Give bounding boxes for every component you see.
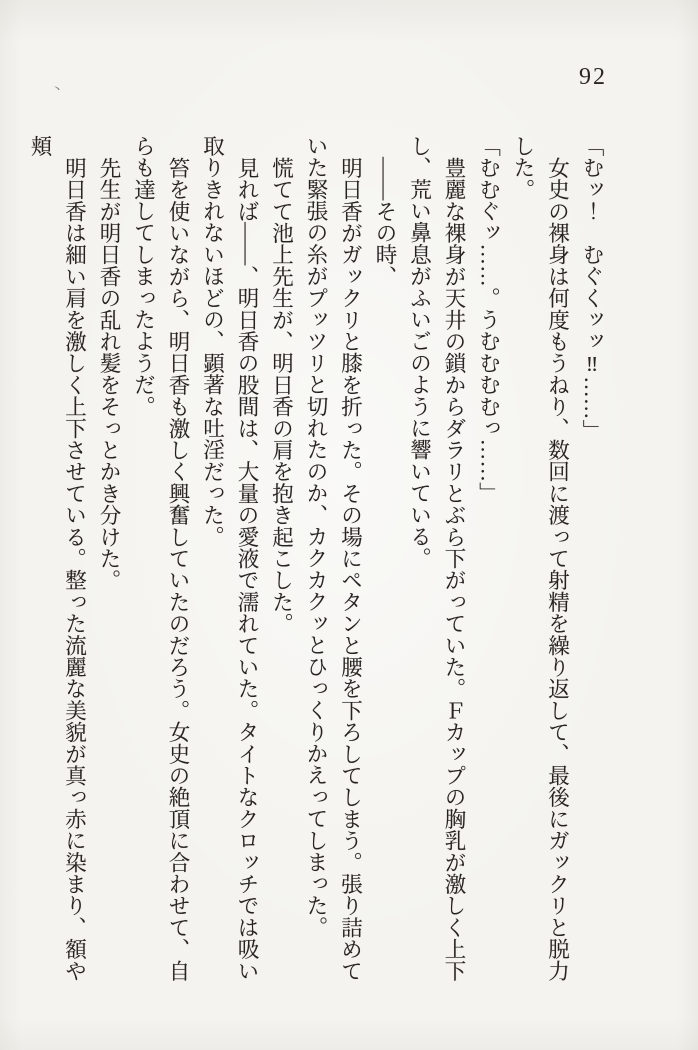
narrative-paragraph: 笞を使いながら、明日香も激しく興奮していたのだろう。女史の絶頂に合わせて、自らも達してしまったようだ。 (131, 135, 190, 982)
text-block (28, 135, 609, 997)
narrative-paragraph: ――その時、 (373, 156, 397, 287)
narrative-paragraph: 明日香がガックリと膝を折った。その場にペタンと腰を下ろしてしまう。張り詰めていた緊張の糸がプッツリと切れたのか、カクカクッとひっくりかえってしまった。 (304, 135, 363, 982)
dialogue-paragraph: 「むむぐッ……。うむむむむっ……」 (476, 135, 501, 504)
scan-artifact-mark: ヽ (48, 79, 66, 98)
narrative-paragraph: 先生が明日香の乱れ髪をそっとかき分けた。 (97, 156, 121, 591)
dialogue-paragraph: 「むッ！ むぐくッッ‼……」 (580, 135, 604, 442)
narrative-paragraph: 女史の裸身は何度もうねり、数回に渡って射精を繰り返して、最後にガックリと脱力した。 (511, 135, 570, 982)
page-number: 92 (579, 64, 607, 90)
narrative-paragraph: 慌てて池上先生が、明日香の肩を抱き起こした。 (269, 156, 294, 635)
narrative-paragraph: 豊麗な裸身が天井の鎖からダラリとぶら下がっていた。Ｆカップの胸乳が激しく上下し、荒い鼻息がふいごのように響いている。 (407, 135, 466, 982)
narrative-paragraph: 見れば――、明日香の股間は、大量の愛液で濡れていた。タイトなクロッチでは吸い取りきれないほどの、顕著な吐淫だった。 (200, 135, 259, 982)
narrative-paragraph: 明日香は細い肩を激しく上下させている。整った流麗な美貌が真っ赤に染まり、額や頬 (28, 135, 87, 982)
